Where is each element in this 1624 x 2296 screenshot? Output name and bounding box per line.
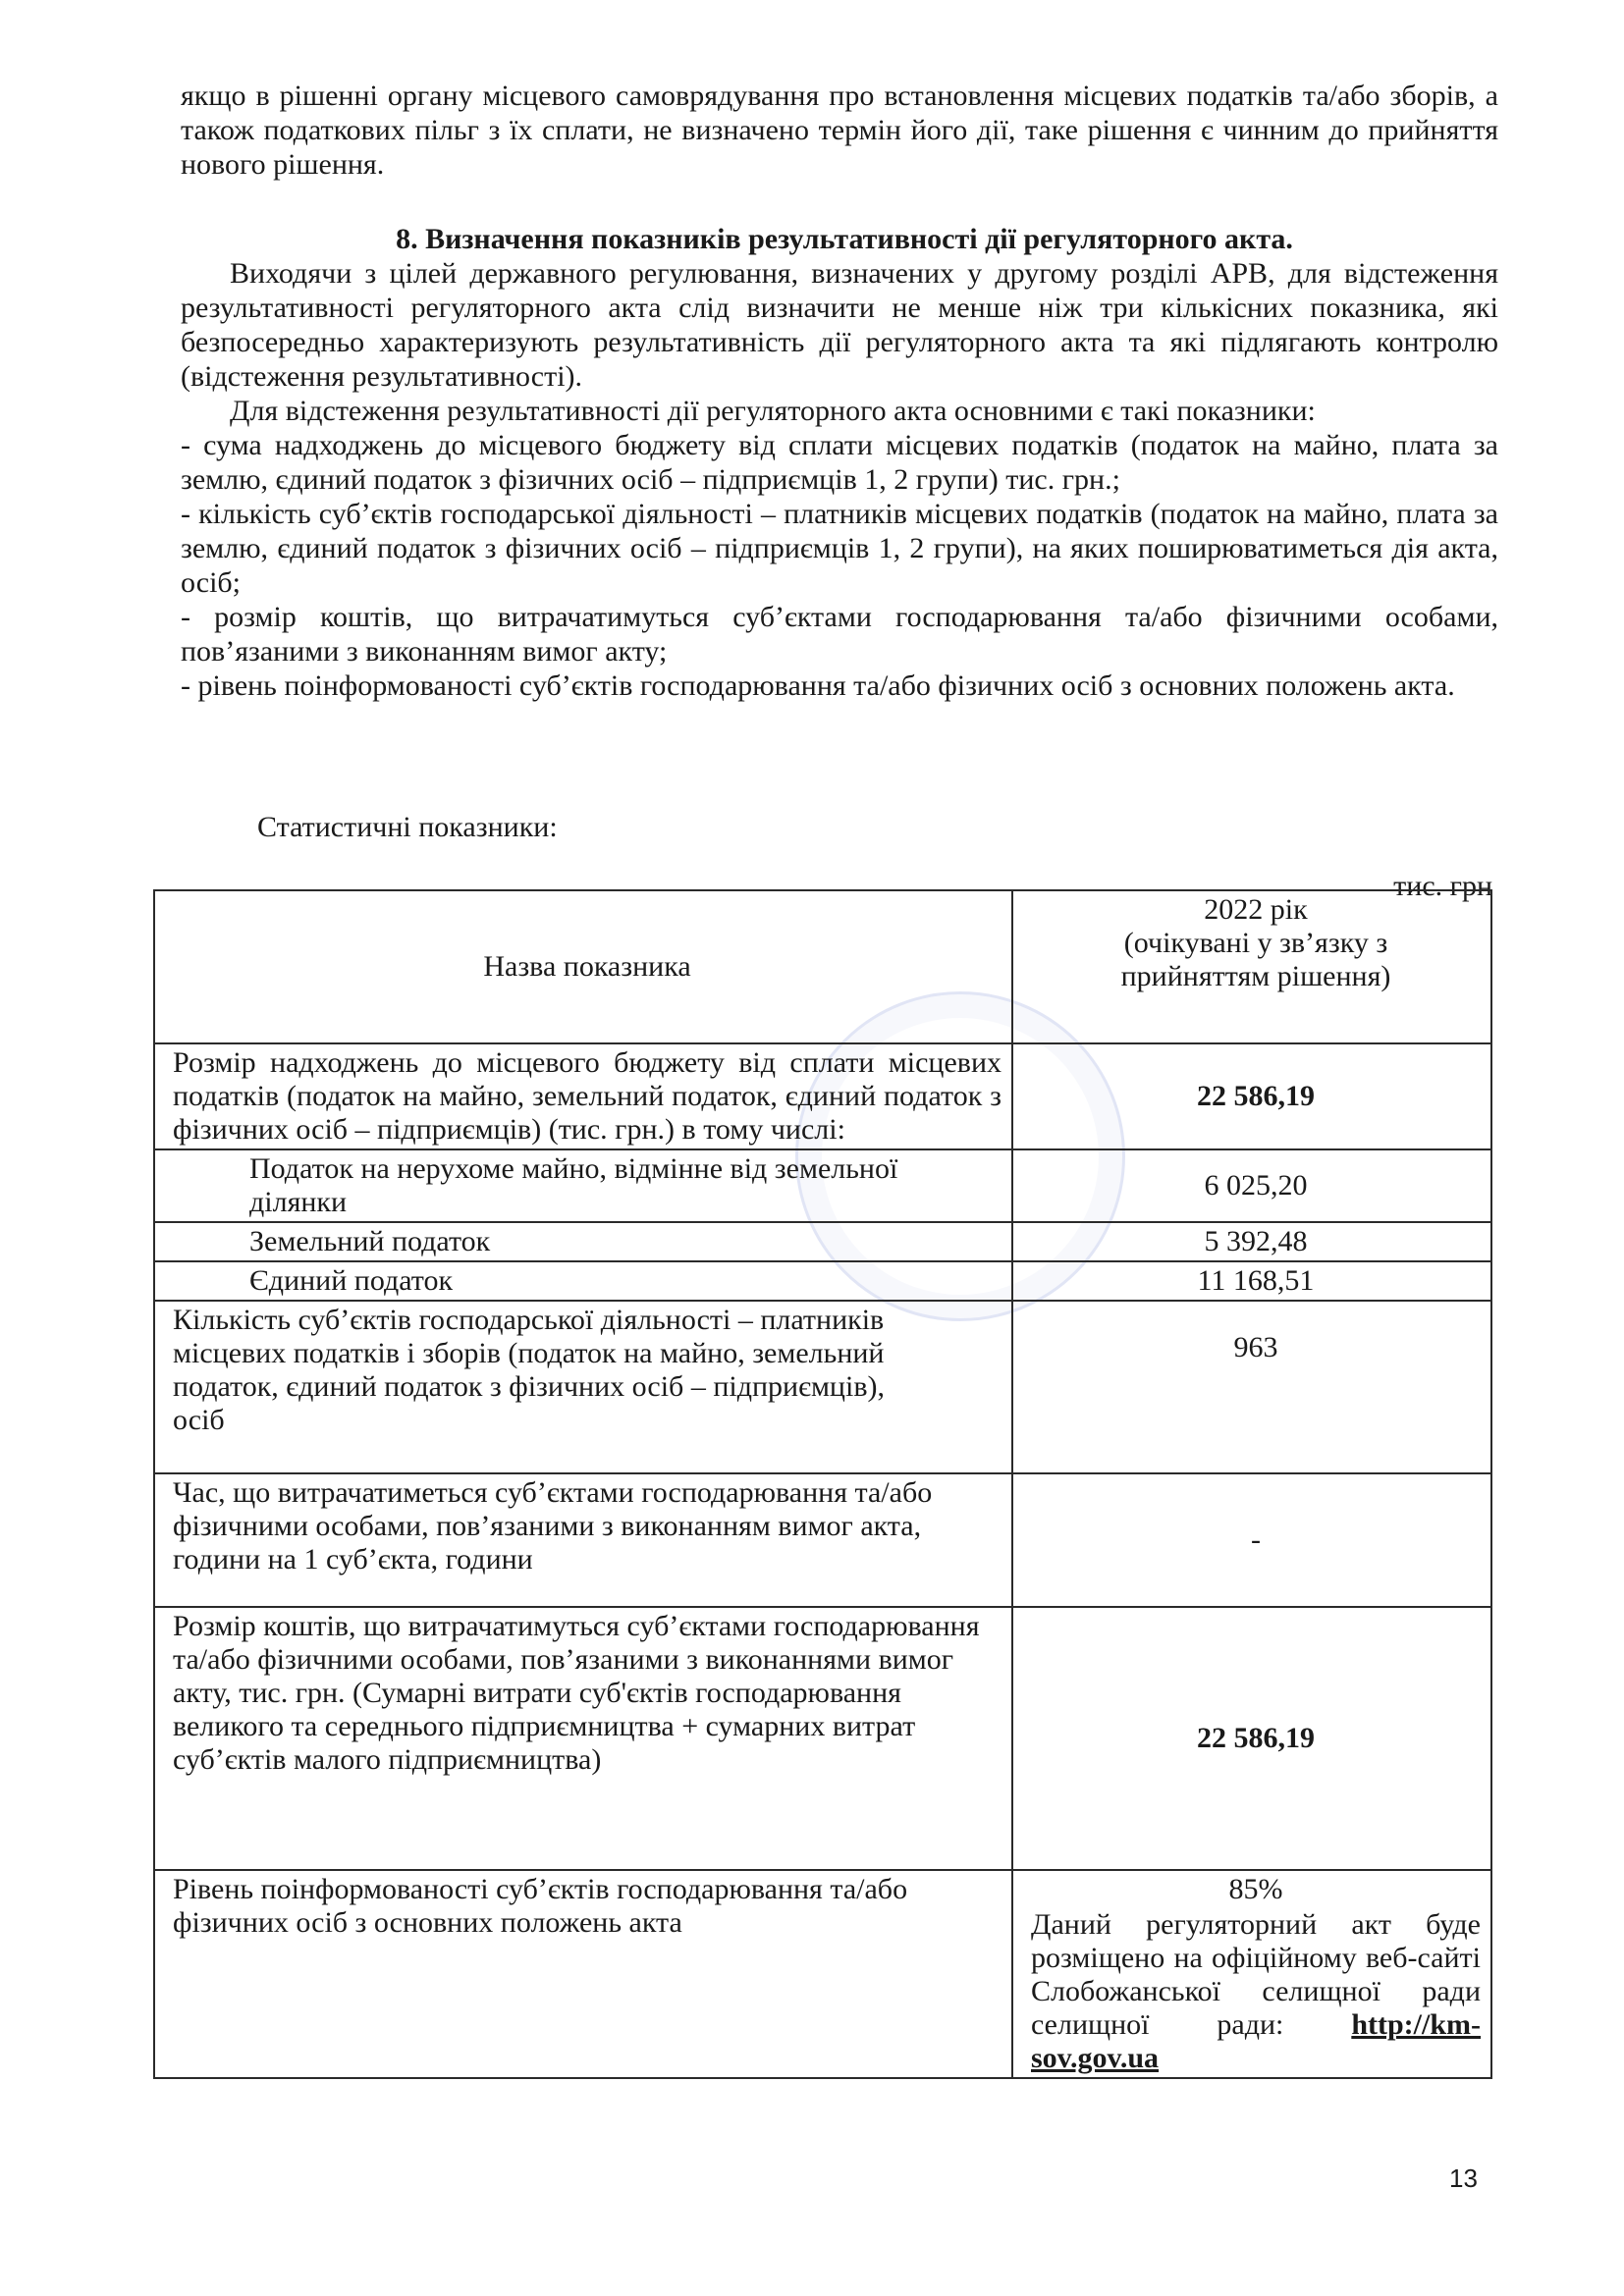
bullet-item: - рівень поінформованості суб’єктів господарювання та/або фізичних осіб з основних положень акта. [181, 669, 1455, 702]
section-8 [181, 222, 1498, 703]
section-paragraph-2: Для відстеження результативності дії регуляторного акта основними є такі показники: [230, 395, 1316, 427]
bullet-item: - кількість суб’єктів господарської діяльності – платників місцевих податків (податок на майно, плата за землю, єдиний податок з фізичних осіб – підприємців 1, 2 групи), на яких поширюватиметься дія акта, осіб; [181, 498, 1498, 599]
bullet-item: - сума надходжень до місцевого бюджету від сплати місцевих податків (податок на майно, плата за землю, єдиний податок з фізичних осіб – підприємців 1, 2 групи) тис. грн.; [181, 429, 1498, 496]
stats-table [153, 889, 1492, 2079]
header-col-year: 2022 рік (очікувані у зв’язку з прийняттям рішення) [1012, 890, 1491, 1043]
table-row: Рівень поінформованості суб’єктів господарювання та/або фізичних осіб з основних положень акта 85% Даний регуляторний акт буде розміщено на офіційному веб-сайті Слобожанської селищної ради селищної ради: http://km-sov.gov.ua [154, 1870, 1491, 2078]
page-number: 13 [1449, 2163, 1478, 2193]
website-link[interactable]: http://km-sov.gov.ua [1031, 2008, 1482, 2074]
header-col-name: Назва показника [154, 890, 1012, 1043]
intro-paragraph: якщо в рішенні органу місцевого самоврядування про встановлення місцевих податків та/або зборів, а також податкових пільг з їх сплати, не визначено термін його дії, таке рішення є чинним до прийняття нового рішення. [181, 80, 1498, 181]
unit-label: тис. грн [1393, 870, 1492, 902]
table-row: Єдиний податок 11 168,51 [154, 1261, 1491, 1301]
table-row: Земельний податок 5 392,48 [154, 1222, 1491, 1261]
table-row: Розмір надходжень до місцевого бюджету від сплати місцевих податків (податок на майно, земельний податок, єдиний податок з фізичних осіб – підприємців) (тис. грн.) в тому числі: 22 586,19 [154, 1043, 1491, 1149]
table-header-row [154, 890, 1491, 1043]
section-title: 8. Визначення показників результативності дії регуляторного акта. [396, 223, 1293, 255]
bullet-item: - розмір коштів, що витрачатимуться суб’єктами господарювання та/або фізичними особами, пов’язаними з виконанням вимог акту; [181, 601, 1498, 667]
table-row: Розмір коштів, що витрачатимуться суб’єктами господарювання та/або фізичними особами, пов’язаними з виконаннями вимог акту, тис. грн. (Сумарні витрати суб'єктів господарювання великого та середнього підприємництва + сумарних витрат суб’єктів малого підприємництва) 22 586,19 [154, 1607, 1491, 1870]
table-row: Час, що витрачатиметься суб’єктами господарювання та/або фізичними особами, пов’язаними з виконанням вимог акта, години на 1 суб’єкта, години - [154, 1473, 1491, 1607]
table-row: Кількість суб’єктів господарської діяльності – платників місцевих податків і зборів (податок на майно, земельний податок, єдиний податок з фізичних осіб – підприємців), осіб 963 [154, 1301, 1491, 1473]
section-paragraph-1: Виходячи з цілей державного регулювання, визначених у другому розділі АРВ, для відстеження результативності регуляторного акта слід визначити не менше ніж три кількісних показника, які безпосередньо характеризують результативність дії регуляторного акта та які підлягають контролю (відстеження результативності). [181, 257, 1498, 393]
table-row: Податок на нерухоме майно, відмінне від земельної ділянки 6 025,20 [154, 1149, 1491, 1222]
stats-label: Статистичні показники: [257, 811, 558, 843]
